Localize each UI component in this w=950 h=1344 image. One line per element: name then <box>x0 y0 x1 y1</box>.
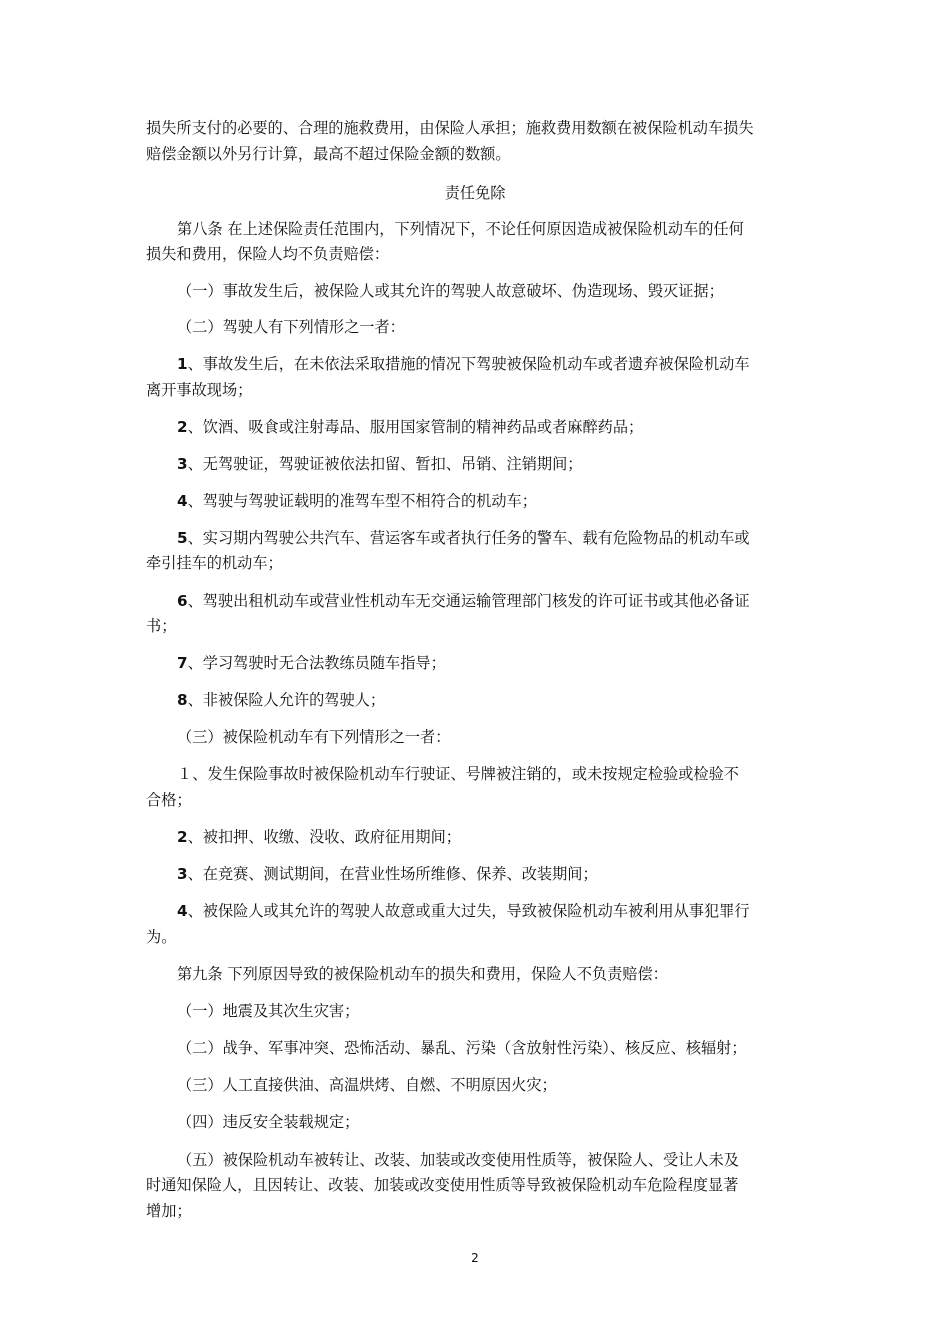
item-number: 8 <box>177 691 188 709</box>
item-number: 1 <box>177 355 188 373</box>
page-number: 2 <box>471 1251 479 1265</box>
item-line <box>177 454 582 474</box>
item-line <box>177 591 750 611</box>
item-line <box>177 491 537 511</box>
article-8-line: 第八条 在上述保险责任范围内，下列情况下，不论任何原因造成被保险机动车的任何 <box>177 220 744 238</box>
paragraph-line: 牵引挂车的机动车； <box>146 554 283 572</box>
item-line <box>177 827 461 847</box>
clause-line: （二）驾驶人有下列情形之一者： <box>177 318 405 336</box>
item-number: 4 <box>177 902 188 920</box>
item-text: 、驾驶出租机动车或营业性机动车无交通运输管理部门核发的许可证书或其他必备证 <box>187 592 750 610</box>
item-line <box>177 864 598 884</box>
item-text: 、实习期内驾驶公共汽车、营运客车或者执行任务的警车、载有危险物品的机动车或 <box>187 529 750 547</box>
article-9-line: 第九条 下列原因导致的被保险机动车的损失和费用，保险人不负责赔偿： <box>177 965 668 983</box>
item-line <box>177 901 750 921</box>
clause-line: （一）事故发生后，被保险人或其允许的驾驶人故意破坏、伪造现场、毁灭证据； <box>177 282 724 300</box>
paragraph-line: 时通知保险人，且因转让、改装、加装或改变使用性质等导致被保险机动车危险程度显著 <box>146 1176 739 1194</box>
item-line <box>177 653 446 673</box>
paragraph-line: 赔偿金额以外另行计算，最高不超过保险金额的数额。 <box>146 145 511 163</box>
clause-line: （三）被保险机动车有下列情形之一者： <box>177 728 451 746</box>
item-line <box>177 354 750 374</box>
item-number: 2 <box>177 418 188 436</box>
item-text: 、非被保险人允许的驾驶人； <box>187 691 386 709</box>
item-line <box>177 528 750 548</box>
paragraph-line: 损失所支付的必要的、合理的施救费用，由保险人承担；施救费用数额在被保险机动车损失 <box>146 119 754 137</box>
paragraph-line: 合格； <box>146 791 192 809</box>
item-number: 5 <box>177 529 188 547</box>
item-line <box>177 417 643 437</box>
item-text: 、饮酒、吸食或注射毒品、服用国家管制的精神药品或者麻醉药品； <box>187 418 644 436</box>
item-text: 、被扣押、收缴、没收、政府征用期间； <box>187 828 461 846</box>
item-text: 、事故发生后，在未依法采取措施的情况下驾驶被保险机动车或者遗弃被保险机动车 <box>187 355 750 373</box>
section-heading: 责任免除 <box>444 184 506 202</box>
paragraph-line: 增加； <box>146 1202 192 1220</box>
paragraph-line: 损失和费用，保险人均不负责赔偿： <box>146 245 389 263</box>
item-text: 、学习驾驶时无合法教练员随车指导； <box>187 654 446 672</box>
item-line <box>177 690 385 710</box>
item-text: 、无驾驶证，驾驶证被依法扣留、暂扣、吊销、注销期间； <box>187 455 583 473</box>
paragraph-line: 书； <box>146 617 177 635</box>
item-number: 3 <box>177 455 188 473</box>
clause-line: （五）被保险机动车被转让、改装、加装或改变使用性质等，被保险人、受让人未及 <box>177 1151 739 1169</box>
item-number: 6 <box>177 592 188 610</box>
item-number: 7 <box>177 654 188 672</box>
clause-line: （一）地震及其次生灾害； <box>177 1002 360 1020</box>
item-number: 2 <box>177 828 188 846</box>
item-number: 3 <box>177 865 188 883</box>
paragraph-line: 为。 <box>146 928 177 946</box>
item-line: １、发生保险事故时被保险机动车行驶证、号牌被注销的，或未按规定检验或检验不 <box>177 765 739 783</box>
clause-line: （二）战争、军事冲突、恐怖活动、暴乱、污染（含放射性污染）、核反应、核辐射； <box>177 1039 747 1057</box>
item-text: 、驾驶与驾驶证载明的准驾车型不相符合的机动车； <box>187 492 537 510</box>
paragraph-line: 离开事故现场； <box>146 381 253 399</box>
clause-line: （四）违反安全装载规定； <box>177 1113 360 1131</box>
item-text: 、在竞赛、测试期间，在营业性场所维修、保养、改装期间； <box>187 865 598 883</box>
item-text: 、被保险人或其允许的驾驶人故意或重大过失，导致被保险机动车被利用从事犯罪行 <box>187 902 750 920</box>
clause-line: （三）人工直接供油、高温烘烤、自燃、不明原因火灾； <box>177 1076 557 1094</box>
item-number: 4 <box>177 492 188 510</box>
